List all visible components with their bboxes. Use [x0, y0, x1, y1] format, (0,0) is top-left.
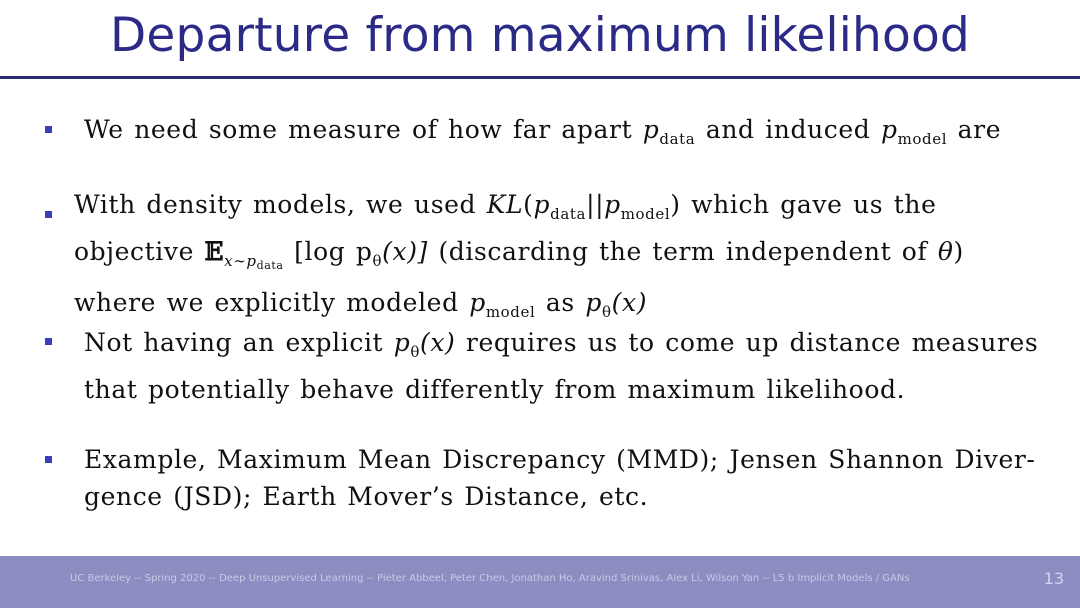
- bullet-text: [84, 111, 1001, 158]
- math-kl: KL: [486, 190, 524, 219]
- math-theta: θ: [937, 237, 954, 266]
- bullet-line: [74, 186, 964, 233]
- text-segment: which gave us the: [680, 190, 937, 219]
- math-p: p: [533, 190, 551, 219]
- math-x: (x): [611, 288, 648, 317]
- math-x: (x): [419, 328, 456, 357]
- text-segment: ): [953, 237, 964, 266]
- text-segment: and induced: [695, 115, 881, 144]
- math-p: p: [393, 328, 411, 357]
- bullet-text: [74, 186, 964, 331]
- bullet-line: [84, 324, 1038, 371]
- title-underline: [0, 76, 1080, 79]
- bullet-text: [84, 324, 1038, 408]
- bullet-line: gence (JSD); Earth Mover’s Distance, etc.: [84, 482, 649, 511]
- text-segment: With density models, we used: [74, 190, 487, 219]
- bullet-line: that potentially behave differently from maximum likelihood.: [84, 375, 906, 404]
- subscript-model: model: [620, 205, 671, 223]
- text-segment: We need some measure of how far apart: [84, 115, 643, 144]
- bullet-line: Example, Maximum Mean Discrepancy (MMD); Jensen Shannon Diver-: [84, 445, 1036, 474]
- slide-title: Departure from maximum likelihood: [110, 8, 970, 63]
- subscript-theta: θ: [410, 343, 420, 361]
- math-log: [log p: [294, 237, 373, 266]
- subscript-theta: θ: [372, 252, 383, 270]
- text-segment: (discarding the term independent of: [427, 237, 938, 266]
- math-p: p: [585, 288, 603, 317]
- math-p: p: [469, 288, 486, 317]
- bullet-line: [84, 111, 1001, 158]
- math-p: p: [880, 115, 898, 144]
- subscript-theta: θ: [602, 303, 612, 321]
- text-segment: requires us to come up distance measures: [455, 328, 1039, 357]
- subscript-expectation: [224, 252, 283, 270]
- slide-footer: [0, 556, 1080, 608]
- text-segment: as: [535, 288, 586, 317]
- footer-credits: UC Berkeley -- Spring 2020 -- Deep Unsupervised Learning -- Pieter Abbeel, Peter Chen, Jonathan Ho, Aravind Srinivas, Alex Li, Wilson Yan -- L5 b Implicit Models / GANs: [70, 573, 910, 584]
- bullet-marker-icon: [45, 126, 52, 133]
- bullet-text: [84, 441, 1035, 515]
- math-p: p: [604, 190, 621, 219]
- subscript-model: model: [897, 130, 948, 148]
- text-segment: objective: [74, 237, 205, 266]
- page-number: 13: [1043, 569, 1064, 588]
- text-segment: are: [947, 115, 1002, 144]
- math-p: p: [642, 115, 660, 144]
- math-paren: (: [523, 190, 534, 219]
- math-x: (x)]: [382, 237, 428, 266]
- subscript-data: data: [659, 130, 696, 148]
- math-expectation: 𝔼: [204, 237, 225, 266]
- bullet-marker-icon: [45, 456, 52, 463]
- bullet-marker-icon: [45, 338, 52, 345]
- math-parallel: ||: [586, 190, 605, 219]
- subscript-text: x∼p: [224, 252, 257, 270]
- subscript-model: model: [485, 303, 536, 321]
- text-segment: where we explicitly modeled: [74, 288, 470, 317]
- bullet-line: [74, 233, 964, 284]
- subscript-data: data: [550, 205, 587, 223]
- text-segment: Not having an explicit: [84, 328, 394, 357]
- math-paren: ): [670, 190, 681, 219]
- bullet-marker-icon: [45, 211, 52, 218]
- subsubscript-data: data: [256, 259, 284, 272]
